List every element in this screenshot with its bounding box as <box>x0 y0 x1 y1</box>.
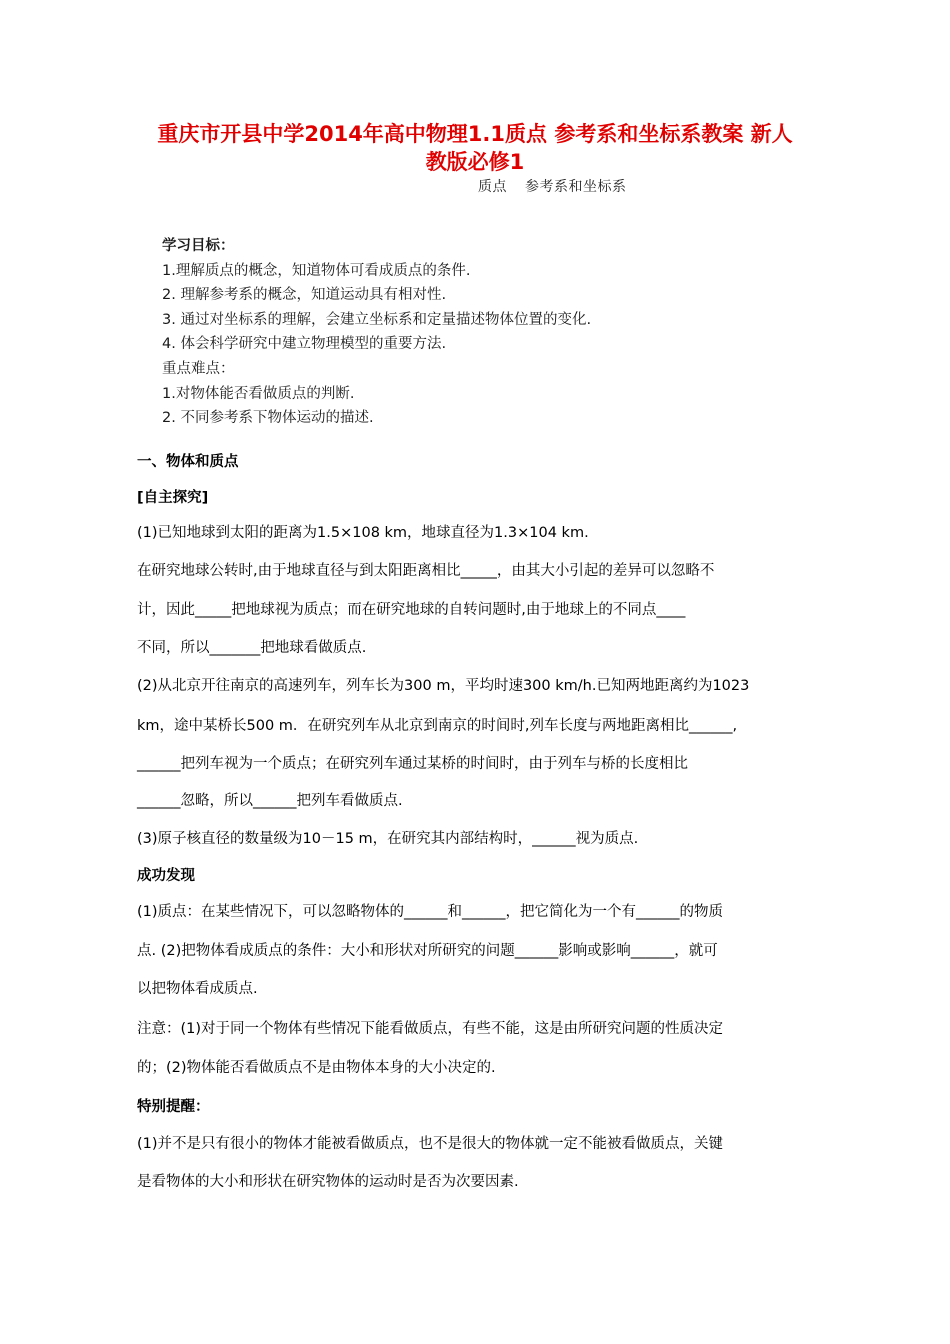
paragraph-line: 注意：(1)对于同一个物体有些情况下能看做质点，有些不能，这是由所研究问题的性质决定 <box>137 1021 724 1037</box>
paragraph-line: (3)原子核直径的数量级为10－15 m，在研究其内部结构时，______视为质点. <box>137 831 639 847</box>
paragraph-line: (1)已知地球到太阳的距离为1.5×108 km，地球直径为1.3×104 km. <box>137 525 589 541</box>
paragraph-line: 不同，所以_______把地球看做质点. <box>137 640 367 656</box>
subsection-heading: 成功发现 <box>137 868 195 884</box>
title-line-2: 教版必修1 <box>425 150 525 174</box>
goal-item: 4. 体会科学研究中建立物理模型的重要方法. <box>162 336 447 353</box>
subtitle <box>478 176 645 196</box>
paragraph-line: 点. (2)把物体看成质点的条件：大小和形状对所研究的问题______影响或影响______，就可 <box>137 943 718 959</box>
subsection-heading: 特别提醒： <box>137 1099 210 1115</box>
paragraph-line: (1)质点：在某些情况下，可以忽略物体的______和______，把它简化为一个有______的物质 <box>137 904 724 920</box>
paragraph-line: 计，因此_____把地球视为质点；而在研究地球的自转问题时,由于地球上的不同点____ <box>137 602 686 618</box>
title-line-1: 重庆市开县中学2014年高中物理1.1质点 参考系和坐标系教案 新人 <box>157 122 793 146</box>
goal-item: 1.理解质点的概念，知道物体可看成质点的条件. <box>162 262 471 279</box>
goal-item: 3. 通过对坐标系的理解，会建立坐标系和定量描述物体位置的变化. <box>162 311 592 328</box>
page-title <box>120 120 830 176</box>
key-point-item: 1.对物体能否看做质点的判断. <box>162 385 355 402</box>
goals-heading: 学习目标： <box>162 238 235 254</box>
subtitle-part-2: 参考系和坐标系 <box>525 179 627 195</box>
goal-item: 2. 理解参考系的概念，知道运动具有相对性. <box>162 287 447 304</box>
section-heading: 一、物体和质点 <box>137 454 239 470</box>
key-points-heading: 重点难点： <box>162 360 235 377</box>
key-point-item: 2. 不同参考系下物体运动的描述. <box>162 410 374 427</box>
subsection-heading: [自主探究] <box>137 490 209 506</box>
paragraph-line: (2)从北京开往南京的高速列车，列车长为300 m，平均时速300 km/h.已知两地距离约为1023 <box>137 678 750 694</box>
paragraph-line: ______把列车视为一个质点；在研究列车通过某桥的时间时，由于列车与桥的长度相比 <box>137 756 688 772</box>
paragraph-line: 以把物体看成质点. <box>137 981 258 997</box>
paragraph-line: (1)并不是只有很小的物体才能被看做质点，也不是很大的物体就一定不能被看做质点，关键 <box>137 1136 724 1152</box>
paragraph-line: 是看物体的大小和形状在研究物体的运动时是否为次要因素. <box>137 1174 519 1190</box>
paragraph-line: 在研究地球公转时,由于地球直径与到太阳距离相比_____，由其大小引起的差异可以忽略不 <box>137 563 715 579</box>
paragraph-line: ______忽略，所以______把列车看做质点. <box>137 793 403 809</box>
subtitle-part-1: 质点 <box>478 179 507 195</box>
paragraph-line: km，途中某桥长500 m．在研究列车从北京到南京的时间时,列车长度与两地距离相比______, <box>137 718 738 734</box>
learning-goals <box>162 234 591 431</box>
paragraph-line: 的；(2)物体能否看做质点不是由物体本身的大小决定的. <box>137 1060 496 1076</box>
